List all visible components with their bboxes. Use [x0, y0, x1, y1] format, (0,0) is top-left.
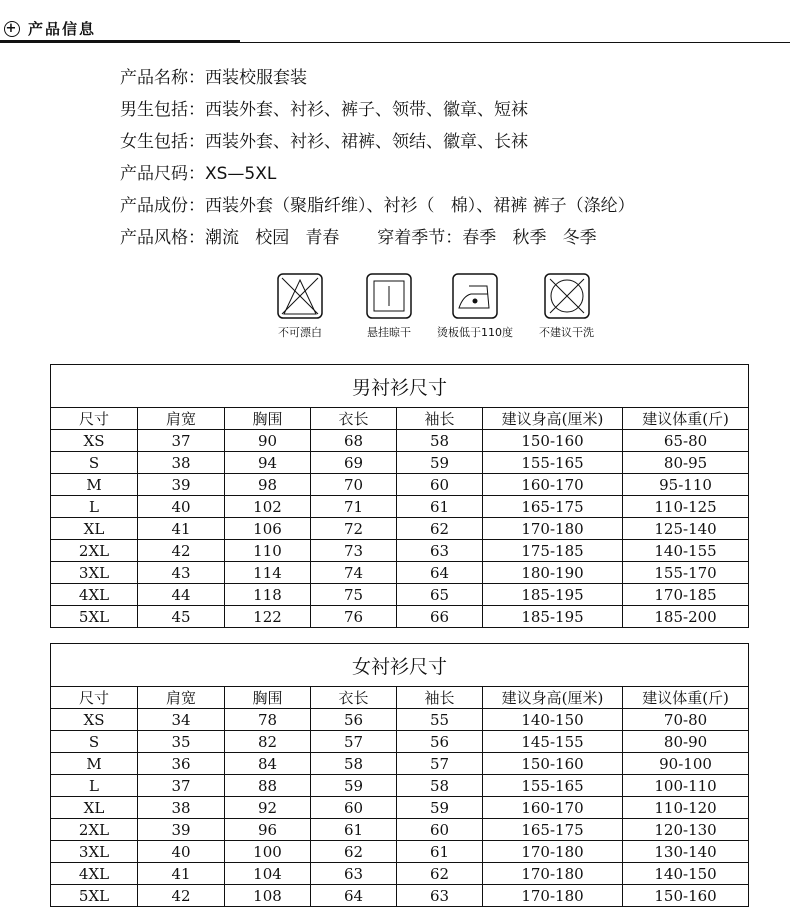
info-label: 产品名称：	[120, 68, 205, 88]
table-cell: 34	[138, 709, 225, 731]
table-cell: 35	[138, 731, 225, 753]
table-cell: M	[51, 474, 138, 496]
table-cell: 155-165	[483, 775, 623, 797]
table-cell: 110	[225, 540, 311, 562]
table-row	[51, 474, 749, 496]
table-row	[51, 797, 749, 819]
table-cell: 60	[311, 797, 397, 819]
table-cell: 114	[225, 562, 311, 584]
table-cell: 38	[138, 797, 225, 819]
table-cell: 170-180	[483, 841, 623, 863]
table-row	[51, 709, 749, 731]
table-cell: 42	[138, 540, 225, 562]
table-row	[51, 775, 749, 797]
care-hang-dry	[365, 272, 413, 340]
info-row	[120, 158, 635, 190]
care-label: 悬挂晾干	[367, 326, 411, 339]
info-label: 产品风格：	[120, 228, 205, 248]
table-cell: L	[51, 775, 138, 797]
table-cell: 70-80	[623, 709, 749, 731]
column-header: 胸围	[225, 687, 311, 709]
table-cell: L	[51, 496, 138, 518]
table-cell: 185-195	[483, 606, 623, 628]
table-cell: 58	[311, 753, 397, 775]
info-label: 男生包括：	[120, 100, 205, 120]
table-cell: 59	[397, 452, 483, 474]
table-cell: 42	[138, 885, 225, 907]
table-cell: 96	[225, 819, 311, 841]
column-header: 衣长	[311, 408, 397, 430]
info-label: 产品成份：	[120, 196, 205, 216]
table-cell: M	[51, 753, 138, 775]
table-row	[51, 885, 749, 907]
table-cell: 57	[311, 731, 397, 753]
table-cell: 3XL	[51, 562, 138, 584]
table-cell: 55	[397, 709, 483, 731]
table-cell: 66	[397, 606, 483, 628]
table-row	[51, 863, 749, 885]
info-row	[120, 222, 635, 254]
info-row	[120, 190, 635, 222]
table-cell: 38	[138, 452, 225, 474]
table-cell: 175-185	[483, 540, 623, 562]
men-shirt-size-table	[50, 364, 749, 628]
table-cell: 64	[397, 562, 483, 584]
table-row	[51, 841, 749, 863]
column-header: 袖长	[397, 687, 483, 709]
table-cell: 5XL	[51, 606, 138, 628]
table-cell: 108	[225, 885, 311, 907]
info-label: 女生包括：	[120, 132, 205, 152]
table-cell: 150-160	[623, 885, 749, 907]
care-no-bleach	[276, 272, 324, 340]
table-cell: 74	[311, 562, 397, 584]
plus-circle-icon: +	[5, 21, 19, 36]
table-cell: 165-175	[483, 496, 623, 518]
table-cell: 84	[225, 753, 311, 775]
table-cell: 160-170	[483, 474, 623, 496]
table-cell: 150-160	[483, 430, 623, 452]
info-label: 产品尺码：	[120, 164, 205, 184]
column-header: 尺寸	[51, 687, 138, 709]
iron-low-icon	[451, 272, 499, 320]
table-cell: 155-165	[483, 452, 623, 474]
table-cell: 140-150	[623, 863, 749, 885]
table-row	[51, 606, 749, 628]
table-cell: 145-155	[483, 731, 623, 753]
table-cell: S	[51, 731, 138, 753]
column-header: 建议身高(厘米)	[483, 687, 623, 709]
table-cell: 40	[138, 841, 225, 863]
table-cell: 71	[311, 496, 397, 518]
table-cell: 4XL	[51, 584, 138, 606]
table-cell: XL	[51, 797, 138, 819]
table-cell: 118	[225, 584, 311, 606]
table-cell: 76	[311, 606, 397, 628]
table-cell: 125-140	[623, 518, 749, 540]
table-cell: 62	[397, 863, 483, 885]
table-cell: 44	[138, 584, 225, 606]
table-cell: 88	[225, 775, 311, 797]
hang-dry-icon	[365, 272, 413, 320]
table-cell: XS	[51, 709, 138, 731]
care-iron-low	[437, 272, 513, 340]
table-cell: 68	[311, 430, 397, 452]
table-cell: 65-80	[623, 430, 749, 452]
table-cell: 56	[311, 709, 397, 731]
info-value: 西装外套、衬衫、裙裤、领结、徽章、长袜	[205, 132, 528, 152]
table-cell: 36	[138, 753, 225, 775]
table-row	[51, 562, 749, 584]
section-title: 产品信息	[28, 20, 97, 38]
table-cell: 180-190	[483, 562, 623, 584]
table-cell: S	[51, 452, 138, 474]
table-cell: 90-100	[623, 753, 749, 775]
info-row	[120, 126, 635, 158]
table-cell: 80-95	[623, 452, 749, 474]
table-cell: 69	[311, 452, 397, 474]
table-cell: 100	[225, 841, 311, 863]
info-row	[120, 94, 635, 126]
table-cell: 185-200	[623, 606, 749, 628]
care-label: 烫板低于110度	[437, 326, 513, 339]
table-cell: 65	[397, 584, 483, 606]
table-cell: 56	[397, 731, 483, 753]
table-cell: 98	[225, 474, 311, 496]
table-cell: 120-130	[623, 819, 749, 841]
table-cell: 5XL	[51, 885, 138, 907]
column-header: 建议身高(厘米)	[483, 408, 623, 430]
table-cell: 95-110	[623, 474, 749, 496]
table-cell: 41	[138, 863, 225, 885]
table-cell: 170-180	[483, 885, 623, 907]
column-header: 建议体重(斤)	[623, 687, 749, 709]
column-header: 肩宽	[138, 408, 225, 430]
table-row	[51, 731, 749, 753]
table-cell: 45	[138, 606, 225, 628]
table-row	[51, 584, 749, 606]
table-row	[51, 452, 749, 474]
table-cell: 130-140	[623, 841, 749, 863]
table-cell: 165-175	[483, 819, 623, 841]
no-dry-clean-icon	[543, 272, 591, 320]
care-no-dry-clean	[539, 272, 594, 340]
table-cell: XS	[51, 430, 138, 452]
table-row	[51, 753, 749, 775]
no-bleach-icon	[276, 272, 324, 320]
table-cell: 2XL	[51, 540, 138, 562]
table-cell: 63	[397, 540, 483, 562]
info-value: 西装校服套装	[205, 68, 307, 88]
table-cell: 90	[225, 430, 311, 452]
table-title: 男衬衫尺寸	[51, 365, 749, 408]
info-value: 西装外套（聚脂纤维）、衬衫（ 棉）、裙裤 裤子（涤纶）	[205, 196, 635, 216]
table-cell: 39	[138, 474, 225, 496]
table-cell: 122	[225, 606, 311, 628]
table-cell: 37	[138, 775, 225, 797]
table-cell: 75	[311, 584, 397, 606]
table-cell: 4XL	[51, 863, 138, 885]
table-row	[51, 540, 749, 562]
table-cell: 104	[225, 863, 311, 885]
section-header	[4, 18, 96, 39]
table-cell: 59	[397, 797, 483, 819]
table-row	[51, 819, 749, 841]
column-header: 衣长	[311, 687, 397, 709]
table-cell: XL	[51, 518, 138, 540]
header-divider	[240, 42, 790, 43]
table-row	[51, 518, 749, 540]
column-header: 胸围	[225, 408, 311, 430]
table-cell: 102	[225, 496, 311, 518]
table-cell: 70	[311, 474, 397, 496]
table-cell: 100-110	[623, 775, 749, 797]
table-cell: 61	[397, 841, 483, 863]
table-header-row	[51, 408, 749, 430]
table-cell: 61	[397, 496, 483, 518]
table-cell: 185-195	[483, 584, 623, 606]
column-header: 肩宽	[138, 687, 225, 709]
table-cell: 37	[138, 430, 225, 452]
table-header-row	[51, 687, 749, 709]
care-label: 不建议干洗	[539, 326, 594, 339]
table-cell: 106	[225, 518, 311, 540]
table-cell: 94	[225, 452, 311, 474]
product-info-list	[120, 62, 635, 254]
table-cell: 62	[397, 518, 483, 540]
info-value: 西装外套、衬衫、裤子、领带、徽章、短袜	[205, 100, 528, 120]
table-row	[51, 496, 749, 518]
column-header: 建议体重(斤)	[623, 408, 749, 430]
table-cell: 170-185	[623, 584, 749, 606]
table-cell: 62	[311, 841, 397, 863]
table-cell: 57	[397, 753, 483, 775]
table-cell: 41	[138, 518, 225, 540]
table-cell: 3XL	[51, 841, 138, 863]
info-value: 潮流 校园 青春 穿着季节：春季 秋季 冬季	[205, 228, 597, 248]
table-cell: 64	[311, 885, 397, 907]
table-cell: 63	[397, 885, 483, 907]
table-cell: 73	[311, 540, 397, 562]
table-cell: 110-125	[623, 496, 749, 518]
header-underline	[0, 40, 240, 43]
info-row	[120, 62, 635, 94]
care-label: 不可漂白	[278, 326, 322, 339]
table-cell: 40	[138, 496, 225, 518]
women-shirt-size-table	[50, 643, 749, 907]
table-cell: 61	[311, 819, 397, 841]
info-value: XS—5XL	[205, 164, 277, 184]
table-cell: 150-160	[483, 753, 623, 775]
table-cell: 140-150	[483, 709, 623, 731]
table-cell: 155-170	[623, 562, 749, 584]
column-header: 袖长	[397, 408, 483, 430]
table-cell: 170-180	[483, 518, 623, 540]
table-cell: 59	[311, 775, 397, 797]
table-cell: 63	[311, 863, 397, 885]
table-cell: 82	[225, 731, 311, 753]
table-cell: 80-90	[623, 731, 749, 753]
table-title: 女衬衫尺寸	[51, 644, 749, 687]
table-cell: 43	[138, 562, 225, 584]
table-cell: 58	[397, 775, 483, 797]
table-cell: 78	[225, 709, 311, 731]
table-cell: 160-170	[483, 797, 623, 819]
table-cell: 39	[138, 819, 225, 841]
table-cell: 110-120	[623, 797, 749, 819]
table-cell: 2XL	[51, 819, 138, 841]
table-cell: 92	[225, 797, 311, 819]
table-cell: 60	[397, 819, 483, 841]
table-cell: 72	[311, 518, 397, 540]
table-cell: 140-155	[623, 540, 749, 562]
table-cell: 170-180	[483, 863, 623, 885]
table-cell: 58	[397, 430, 483, 452]
column-header: 尺寸	[51, 408, 138, 430]
table-cell: 60	[397, 474, 483, 496]
table-row	[51, 430, 749, 452]
